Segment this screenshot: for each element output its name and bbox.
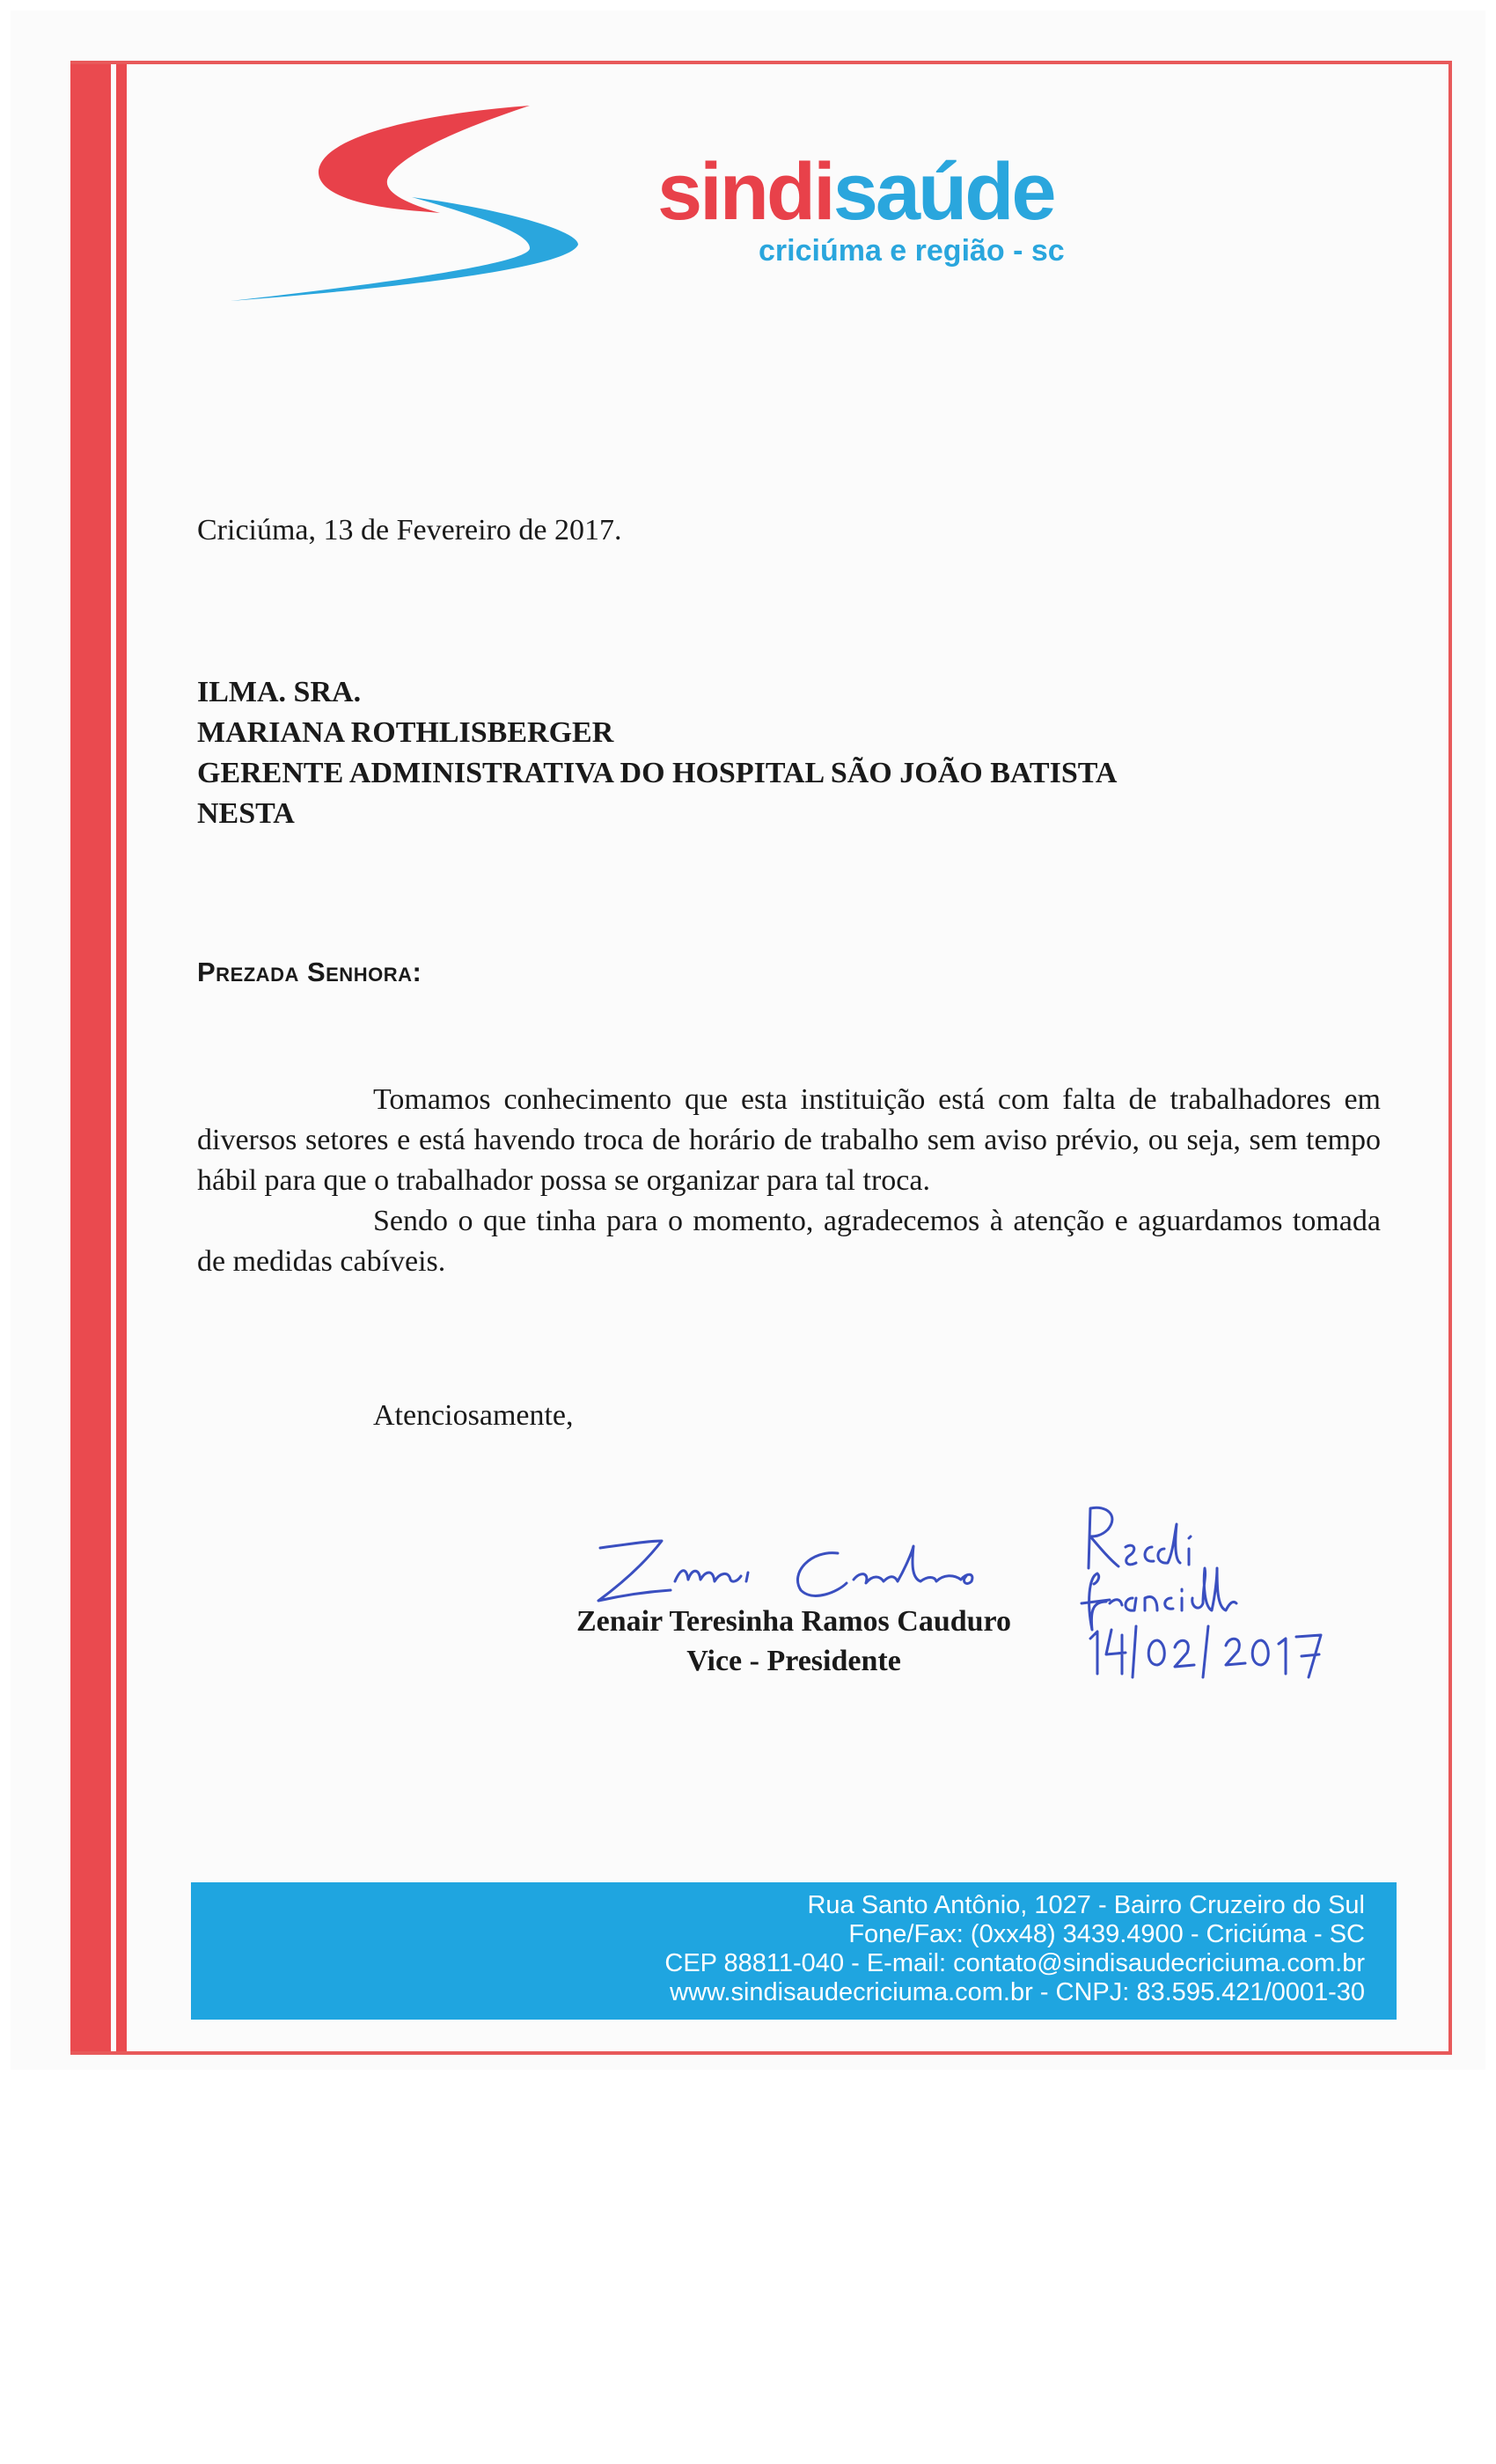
addressee-block [197,672,1117,834]
signer-block [530,1602,1058,1681]
logo-wordmark-part2: saúde [832,147,1054,237]
left-border-thick-stripe [70,61,111,2055]
logo-wordmark-part1: sindi [657,147,833,237]
addressee-line: GERENTE ADMINISTRATIVA DO HOSPITAL SÃO JOÃO BATISTA [197,757,1118,789]
letter-page [11,11,1485,2070]
signer-title: Vice - Presidente [686,1645,901,1677]
logo-subtitle: criciúma e região - sc [759,234,1065,268]
footer-address-line: Rua Santo Antônio, 1027 - Bairro Cruzeiro do Sul [807,1891,1365,1919]
footer-website-line: www.sindisaudecriciuma.com.br - CNPJ: 83.595.421/0001-30 [670,1978,1365,2006]
frame-right-line [1448,61,1452,2055]
footer-contact-bar [191,1882,1397,2020]
frame-top-line [70,61,1452,64]
left-border-thin-stripe [116,61,127,2055]
date-line: Criciúma, 13 de Fevereiro de 2017. [197,514,622,546]
body-paragraph: Sendo o que tinha para o momento, agradecemos à atenção e aguardamos tomada de medidas cabíveis. [197,1205,1381,1278]
body-paragraph: Tomamos conhecimento que esta instituição está com falta de trabalhadores em diversos setores e está havendo troca de horário de trabalho sem aviso prévio, ou seja, sem tempo hábil para que o trabalhador possa se organizar para tal troca. [197,1083,1381,1197]
addressee-line: ILMA. SRA. [197,676,362,708]
frame-bottom-line [70,2051,1452,2055]
addressee-line: NESTA [197,797,295,830]
closing: Atenciosamente, [373,1399,574,1432]
logo-swoosh-icon [231,99,653,310]
footer-phone-line: Fone/Fax: (0xx48) 3439.4900 - Criciúma - SC [848,1920,1365,1948]
addressee-line: MARIANA ROTHLISBERGER [197,716,614,749]
handwritten-receipt-note [1071,1498,1361,1691]
logo-wordmark [657,147,1054,237]
signer-name: Zenair Teresinha Ramos Cauduro [576,1605,1012,1638]
salutation: Prezada Senhora: [197,957,422,987]
footer-email-line: CEP 88811-040 - E-mail: contato@sindisaudecriciuma.com.br [664,1949,1365,1977]
letter-body [197,1080,1381,1282]
